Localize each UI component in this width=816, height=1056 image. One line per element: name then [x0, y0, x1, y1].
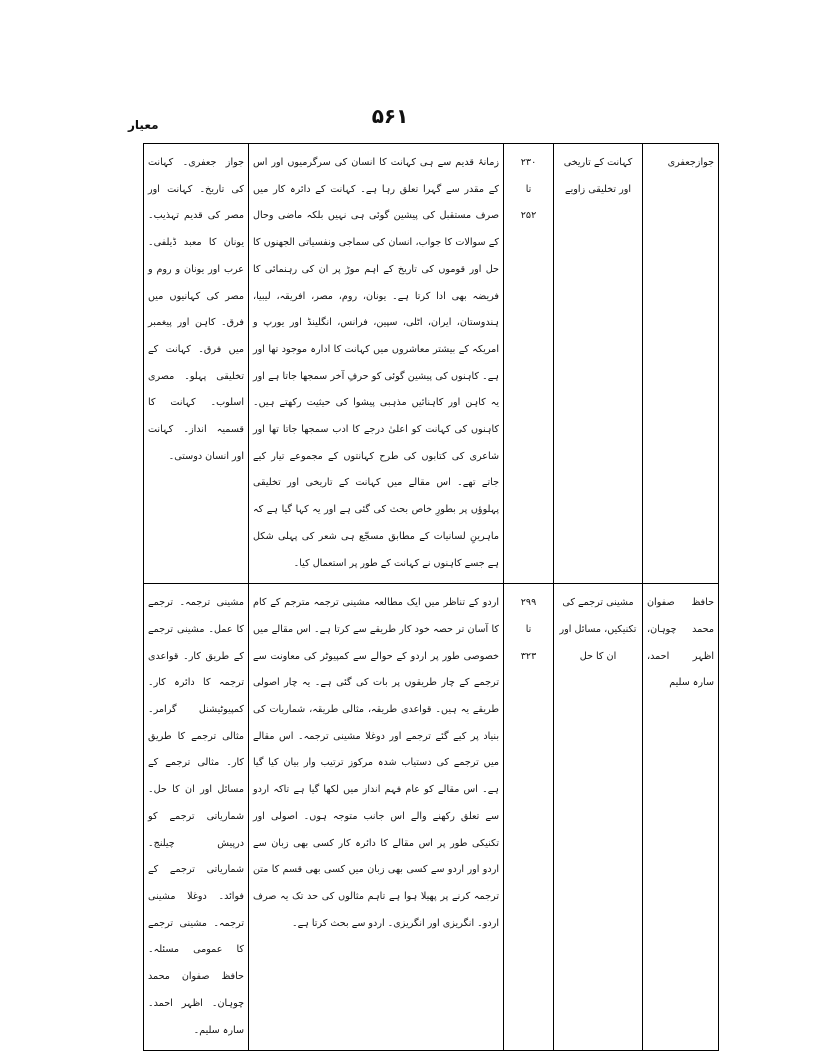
- article-title-cell: مشینی ترجمے کی تکنیکیں، مسائل اور ان کا حل: [554, 584, 643, 1051]
- table-row: [144, 584, 719, 1051]
- keywords-cell: مشینی ترجمہ۔ ترجمے کا عمل۔ مشینی ترجمے کے طریق کار۔ قواعدی ترجمہ کا دائرہ کار۔ کمپیوٹیشنل گرامر۔ مثالی ترجمے کا طریق کار۔ مثالی ترجمے کے مسائل اور ان کا حل۔ شماریاتی ترجمے کو درپیش چیلنج۔ شماریاتی ترجمے کے فوائد۔ دوغلا مشینی ترجمہ۔ مشینی ترجمے کا عمومی مسئلہ۔ حافظ صفوان محمد چوہان۔ اظہر احمد۔ سارہ سلیم۔: [144, 584, 249, 1051]
- journal-title: معیار: [128, 118, 159, 132]
- author-cell: جوازجعفری: [643, 144, 719, 584]
- page-to: ۲۵۲: [520, 210, 537, 222]
- keywords-cell: جواز جعفری۔ کہانت کی تاریخ۔ کہانت اور مصر کی قدیم تہذیب۔ یونان کا معبد ڈیلفی۔ عرب اور یونان و روم و مصر کی کہانیوں میں فرق۔ کاہن اور پیغمبر میں فرق۔ کہانت کے تخلیقی پہلو۔ مصری اسلوب۔ کہانت کا قسمیہ انداز۔ کہانت اور انسان دوستی۔: [144, 144, 249, 584]
- page-number: ۵۶۱: [371, 104, 409, 128]
- articles-table: [143, 143, 719, 1051]
- page-to: ۳۲۳: [520, 650, 537, 662]
- page-from: ۲۹۹: [520, 597, 537, 609]
- page-range-cell: [504, 144, 554, 584]
- abstract-cell: اردو کے تناظر میں ایک مطالعہ مشینی ترجمہ مترجم کے کام کا آسان تر حصہ خود کار طریقے سے کرتا ہے۔ اس مقالے میں خصوصی طور پر اردو کے حوالے سے کمپیوٹر کی معاونت سے ترجمے کے چار طریقوں پر بات کی گئی ہے۔ یہ چار اصولی طریقے یہ ہیں۔ قواعدی طریقہ، مثالی طریقہ، شماریات کی بنیاد پر کیے گئے ترجمے اور دوغلا مشینی ترجمہ۔ اس مقالے میں ترجمے کی دستیاب شدہ مرکوز ترتیب وار بیان کیا گیا ہے۔ اس مقالے کو عام فہم انداز میں لکھا گیا ہے تاکہ اردو سے تعلق رکھنے والے اس جانب متوجہ ہوں۔ اصولی اور تکنیکی طور پر اس مقالے کا دائرہ کار کسی بھی زبان سے اردو اور اردو سے کسی بھی زبان میں کسی بھی قسم کا متن ترجمہ کرنے پر پھیلا ہوا ہے تاہم مثالوں کی حد تک یہ صرف اردو۔ انگریزی اور انگریزی۔ اردو سے بحث کرتا ہے۔: [249, 584, 504, 1051]
- table-row: [144, 144, 719, 584]
- author-cell: حافظ صفوان محمد چوہان، اظہر احمد، سارہ سلیم: [643, 584, 719, 1051]
- article-title-cell: کہانت کے تاریخی اور تخلیقی زاویے: [554, 144, 643, 584]
- page-to-word: تا: [525, 183, 532, 195]
- page-from: ۲۳۰: [520, 157, 537, 168]
- page-to-word: تا: [525, 623, 532, 635]
- page-range-cell: [504, 584, 554, 1051]
- abstract-cell: زمانۂ قدیم سے ہی کہانت کا انسان کی سرگرمیوں اور اس کے مقدر سے گہرا تعلق رہا ہے۔ کہانت کے دائرہ کار میں صرف مستقبل کی پیشین گوئی ہی نہیں بلکہ ماضی وحال کے سوالات کا جواب، انسان کی سماجی ونفسیاتی الجھنوں کا حل اور قوموں کی تاریخ کے اہم موڑ پر ان کی رہنمائی کا فریضہ بھی ادا کرتا ہے۔ یونان، روم، مصر، افریقہ، لیبیا، ہندوستان، ایران، اٹلی، سپین، فرانس، انگلینڈ اور یورپ و امریکہ کے بیشتر معاشروں میں کہانت کا ادارہ موجود تھا اور ہے۔ کاہنوں کی پیشین گوئی کو حرفِ آخر سمجھا جاتا ہے اور یہ کاہن اور کاہنائیں مذہبی پیشوا کی حیثیت رکھتے ہیں۔ کاہنوں کی کہانت کو اعلیٰ درجے کا ادب سمجھا جاتا تھا اور شاعری کی کتابوں کی طرح کہانتوں کے مجموعے تیار کیے جاتے تھے۔ اس مقالے میں کہانت کے تاریخی اور تخلیقی پہلوؤں پر بطورِ خاص بحث کی گئی ہے اور یہ کہا گیا ہے کہ ماہرینِ لسانیات کے مطابق مسجّع ہی شعر کی پہلی شکل ہے جسے کاہنوں نے کہانت کے طور پر استعمال کیا۔: [249, 144, 504, 584]
